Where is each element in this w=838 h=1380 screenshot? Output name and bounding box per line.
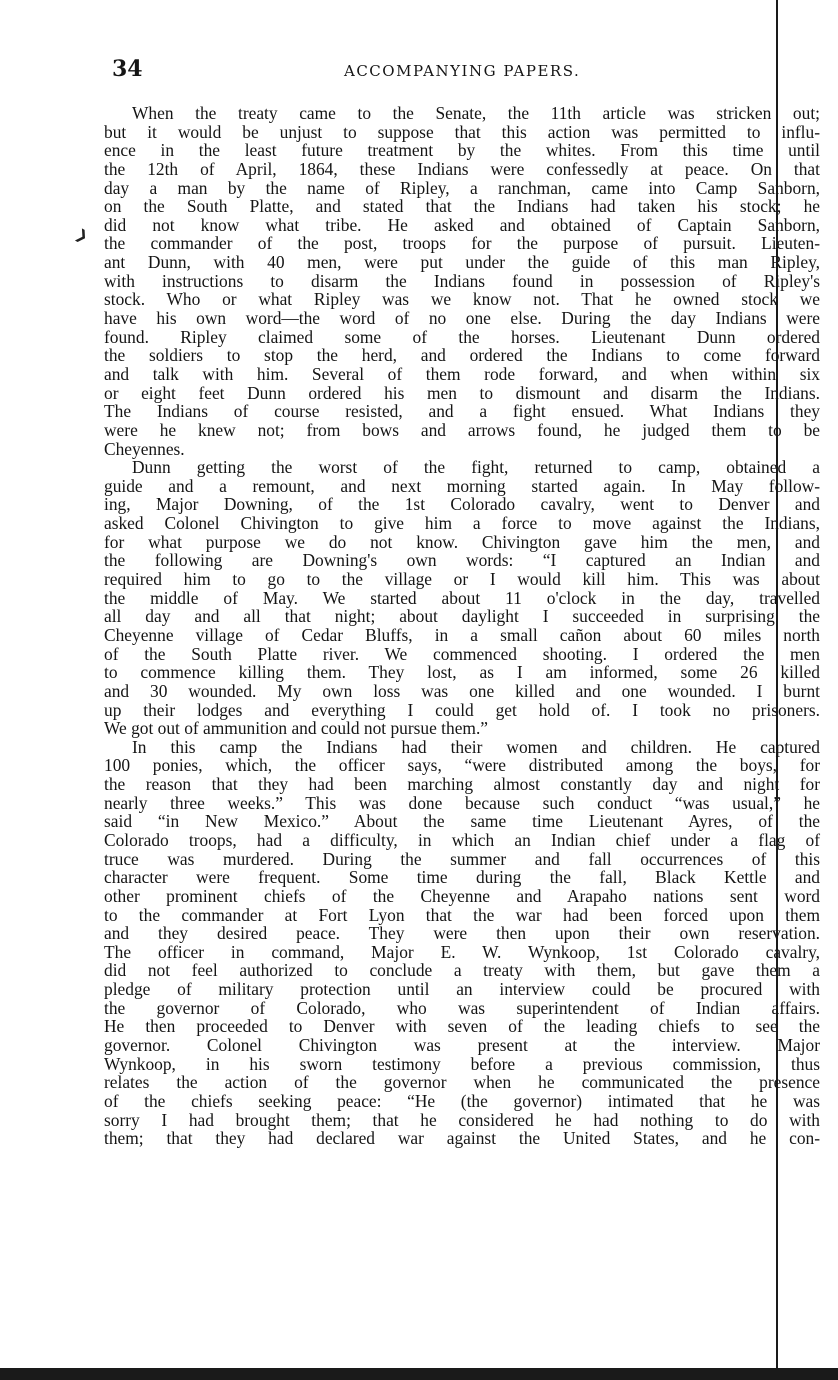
text-line: The officer in command, Major E. W. Wynkoop, 1st Colorado cavalry, — [104, 941, 820, 962]
text-line: He then proceeded to Denver with seven of the leading chiefs to see the — [104, 1016, 820, 1037]
text-line: When the treaty came to the Senate, the 11th article was stricken out; — [132, 103, 820, 123]
text-line: to commence killing them. They lost, as I am informed, some 26 killed — [104, 662, 820, 683]
text-line: Dunn getting the worst of the fight, returned to camp, obtained a — [132, 457, 820, 478]
body-text — [104, 104, 820, 1148]
text-line: character were frequent. Some time during the fall, Black Kettle and — [104, 867, 820, 888]
text-line: did not feel authorized to conclude a treaty with them, but gave them a — [104, 960, 820, 981]
text-line: sorry I had brought them; that he considered he had nothing to do with — [104, 1109, 820, 1130]
text-line: on the South Platte, and stated that the Indians had taken his stock; he — [104, 196, 820, 217]
text-line: ence in the least future treatment by the whites. From this time until — [104, 140, 820, 161]
text-line: 100 ponies, which, the officer says, “were distributed among the boys, for — [104, 755, 820, 776]
text-line: them; that they had declared war against the United States, and he con- — [104, 1128, 820, 1149]
text-line: found. Ripley claimed some of the horses. Lieutenant Dunn ordered — [104, 326, 820, 347]
text-line: day a man by the name of Ripley, a ranchman, came into Camp Sanborn, — [104, 177, 820, 198]
text-line: were he knew not; from bows and arrows found, he judged them to be — [104, 419, 820, 440]
text-line: up their lodges and everything I could get hold of. I took no prisoners. — [104, 699, 820, 720]
text-line: stock. Who or what Ripley was we know not. That he owned stock we — [104, 289, 820, 310]
text-line: with instructions to disarm the Indians found in possession of Ripley's — [104, 270, 820, 291]
paragraph — [104, 458, 820, 738]
text-line: Wynkoop, in his sworn testimony before a previous commission, thus — [104, 1053, 820, 1074]
text-line: but it would be unjust to suppose that this action was permitted to influ- — [104, 121, 820, 142]
text-line: and 30 wounded. My own loss was one killed and one wounded. I burnt — [104, 680, 820, 701]
text-line: the governor of Colorado, who was superintendent of Indian affairs. — [104, 997, 820, 1018]
stray-mark-icon: ❯ — [72, 226, 91, 246]
text-line: the soldiers to stop the herd, and ordered the Indians to come forward — [104, 345, 820, 366]
text-line: or eight feet Dunn ordered his men to dismount and disarm the Indians. — [104, 382, 820, 403]
text-line: asked Colonel Chivington to give him a force to move against the Indians, — [104, 513, 820, 534]
text-line: all day and all that night; about daylight I succeeded in surprising the — [104, 606, 820, 627]
text-line: said “in New Mexico.” About the same time Lieutenant Ayres, of the — [104, 811, 820, 832]
text-line: the 12th of April, 1864, these Indians were confessedly at peace. On that — [104, 158, 820, 179]
text-line: of the chiefs seeking peace: “He (the governor) intimated that he was — [104, 1090, 820, 1111]
text-line: the middle of May. We started about 11 o'clock in the day, travelled — [104, 587, 820, 608]
text-line: other prominent chiefs of the Cheyenne and Arapaho nations sent word — [104, 885, 820, 906]
page-number: 34 — [112, 56, 143, 82]
text-line: In this camp the Indians had their women and children. He captured — [132, 736, 820, 757]
text-line: guide and a remount, and next morning started again. In May follow- — [104, 475, 820, 496]
paragraph — [104, 738, 820, 1148]
running-head: ACCOMPANYING PAPERS. — [344, 62, 581, 80]
text-line: did not know what tribe. He asked and obtained of Captain Sanborn, — [104, 214, 820, 235]
text-line: relates the action of the governor when he communicated the presence — [104, 1072, 820, 1093]
text-line: for what purpose we do not know. Chivington gave him the men, and — [104, 531, 820, 552]
text-line: Cheyenne village of Cedar Bluffs, in a small cañon about 60 miles north — [104, 624, 820, 645]
paragraph — [104, 104, 820, 458]
text-line: pledge of military protection until an interview could be procured with — [104, 979, 820, 1000]
text-line: and talk with him. Several of them rode forward, and when within six — [104, 363, 820, 384]
text-line: the commander of the post, troops for the purpose of pursuit. Lieuten- — [104, 233, 820, 254]
page-header — [112, 56, 812, 86]
text-line: the following are Downing's own words: “I captured an Indian and — [104, 550, 820, 571]
text-line: governor. Colonel Chivington was present at the interview. Major — [104, 1035, 820, 1056]
text-line: Colorado troops, had a difficulty, in which an Indian chief under a flag of — [104, 829, 820, 850]
text-line: have his own word—the word of no one else. During the day Indians were — [104, 308, 820, 329]
text-line: Cheyennes. — [104, 438, 185, 459]
text-line: the reason that they had been marching almost constantly day and night for — [104, 774, 820, 795]
text-line: ant Dunn, with 40 men, were put under the guide of this man Ripley, — [104, 252, 820, 273]
text-line: We got out of ammunition and could not pursue them.” — [104, 718, 489, 739]
text-line: The Indians of course resisted, and a fight ensued. What Indians they — [104, 401, 820, 422]
text-line: to the commander at Fort Lyon that the war had been forced upon them — [104, 904, 820, 925]
text-line: truce was murdered. During the summer and fall occurrences of this — [104, 848, 820, 869]
text-line: and they desired peace. They were then upon their own reservation. — [104, 923, 820, 944]
text-line: required him to go to the village or I would kill him. This was about — [104, 569, 820, 590]
text-line: of the South Platte river. We commenced shooting. I ordered the men — [104, 643, 820, 664]
text-line: ing, Major Downing, of the 1st Colorado cavalry, went to Denver and — [104, 494, 820, 515]
text-line: nearly three weeks.” This was done because such conduct “was usual,” he — [104, 792, 820, 813]
scan-bottom-edge — [0, 1368, 838, 1380]
